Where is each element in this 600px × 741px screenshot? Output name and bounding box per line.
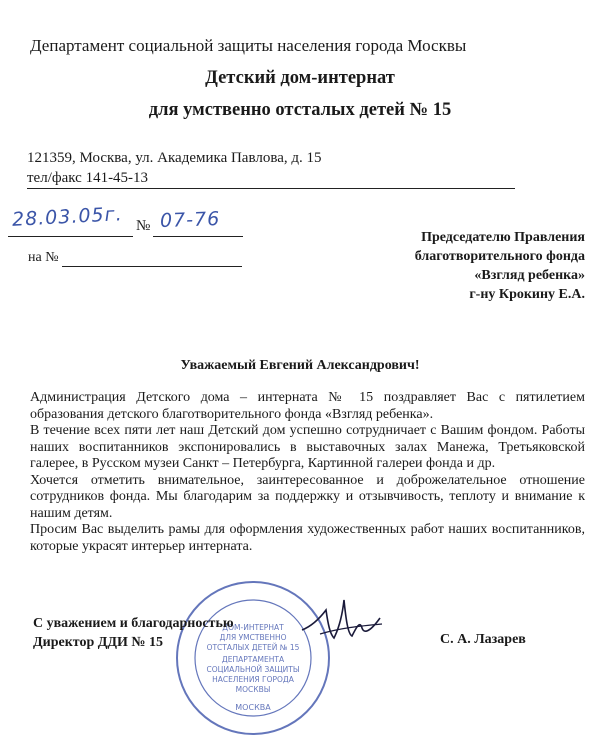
- body-paragraph: Хочется отметить внимательное, заинтересованное и доброжелательное отношение сотрудников фонда. Мы благодарим за поддержку и отзывчивость, теплоту и внимание к нашим детям.: [30, 472, 585, 521]
- stamp-line: ДЕПАРТАМЕНТА: [221, 655, 285, 664]
- phone-fax: тел/факс 141-45-13: [27, 170, 149, 186]
- stamp-line: НАСЕЛЕНИЯ ГОРОДА: [212, 675, 294, 684]
- number-sign: №: [136, 218, 151, 234]
- stamp-line: СОЦИАЛЬНОЙ ЗАЩИТЫ: [206, 665, 300, 674]
- recipient-block: [415, 228, 585, 304]
- stamp-line: ОТСТАЛЫХ ДЕТЕЙ № 15: [206, 643, 300, 652]
- handwritten-number: 07-76: [159, 207, 221, 233]
- department-name: Департамент социальной защиты населения города Москвы: [30, 36, 467, 55]
- stamp-line: ДОМ-ИНТЕРНАТ: [222, 623, 284, 632]
- closing-line: С уважением и благодарностью: [33, 616, 234, 631]
- stamp-line: МОСКВЫ: [235, 685, 271, 694]
- body-paragraph: В течение всех пяти лет наш Детский дом успешно сотрудничает с Вашим фондом. Работы наших воспитанников экспонировались в выставочных залах Манежа, Третьяковской галерее, в Русском музеи Санкт – Петербурга, Картинной галереи фонда и др.: [30, 423, 585, 471]
- signer-name: С. А. Лазарев: [440, 632, 526, 647]
- reference-underline: [62, 266, 242, 267]
- recipient-line: благотворительного фонда: [414, 249, 585, 264]
- body-paragraph: Просим Вас выделить рамы для оформления художественных работ наших воспитанников, которые украсят интерьер интерната.: [30, 522, 585, 554]
- handwritten-date: 28.03.05г.: [11, 203, 124, 231]
- letter-body: [30, 390, 585, 555]
- body-paragraph: Администрация Детского дома – интерната № 15 поздравляет Вас с пятилетием образования детского благотворительного фонда «Взгляд ребенка».: [30, 390, 585, 422]
- recipient-line: Председателю Правления: [421, 230, 585, 245]
- stamp-bottom-text: МОСКВА: [235, 703, 271, 712]
- recipient-line: г-ну Крокину Е.А.: [469, 287, 585, 302]
- number-underline: [153, 236, 243, 237]
- closing-block: [33, 614, 234, 652]
- date-underline: [8, 236, 133, 237]
- address: 121359, Москва, ул. Академика Павлова, д. 15: [27, 150, 322, 166]
- header-divider: [27, 188, 515, 189]
- salutation: Уважаемый Евгений Александрович!: [180, 358, 420, 373]
- institution-title-line2: для умственно отсталых детей № 15: [148, 100, 452, 120]
- institution-title-line1: Детский дом-интернат: [205, 68, 395, 88]
- director-signature: [300, 590, 385, 650]
- reference-label: на №: [28, 250, 59, 265]
- stamp-line: ДЛЯ УМСТВЕННО: [219, 633, 287, 642]
- recipient-line: «Взгляд ребенка»: [474, 268, 585, 283]
- director-title: Директор ДДИ № 15: [33, 635, 163, 650]
